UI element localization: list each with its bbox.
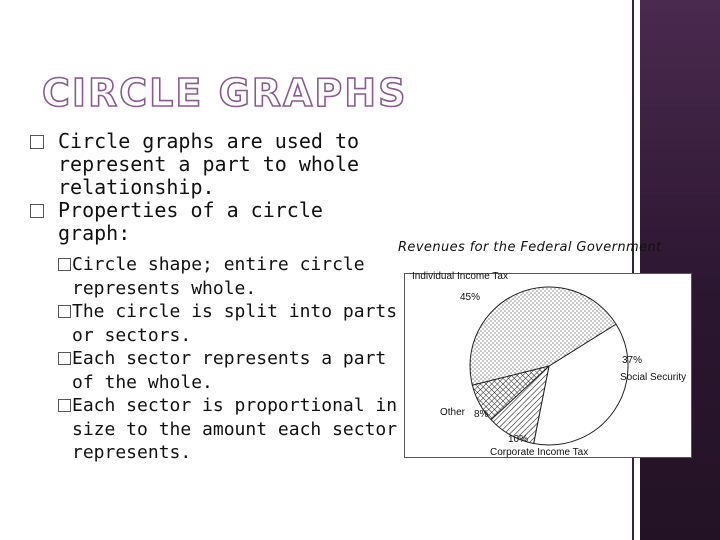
slide-title: CIRCLE GRAPHS — [42, 71, 408, 115]
sub-bullet-item — [30, 394, 400, 465]
slice-name-label: Corporate Income Tax — [490, 447, 589, 458]
sub-bullet-box-icon — [58, 399, 71, 412]
bullet-spacer — [30, 245, 400, 253]
sub-bullet-item — [30, 300, 400, 347]
sub-bullet-box-icon — [58, 305, 71, 318]
bullet-item — [30, 199, 400, 245]
slice-name-label: Individual Income Tax — [412, 271, 508, 282]
sub-bullet-text: Each sector is proportional in size to the amount each sector represents. — [72, 395, 398, 463]
sub-bullet-text: Each sector represents a part of the whole. — [72, 348, 387, 393]
bullet-box-icon — [30, 204, 44, 218]
pie-chart — [404, 262, 696, 472]
sub-bullet-item — [30, 347, 400, 394]
slice-value-label: 8% — [474, 409, 489, 420]
bullet-list — [30, 130, 400, 465]
bullet-item — [30, 130, 400, 199]
chart-title: Revenues for the Federal Government — [398, 240, 662, 255]
sub-bullet-box-icon — [58, 258, 71, 271]
sub-bullet-text: Circle shape; entire circle represents whole. — [72, 254, 365, 299]
slice-value-label: 45% — [460, 292, 481, 303]
slice-value-label: 10% — [508, 434, 529, 445]
slice-name-label: Other — [440, 407, 466, 418]
sub-bullet-box-icon — [58, 352, 71, 365]
sub-bullet-text: The circle is split into parts or sectors. — [72, 301, 398, 346]
bullet-text: Circle graphs are used to represent a part to whole relationship. — [58, 129, 360, 199]
slice-name-label: Social Security — [620, 372, 687, 383]
bullet-box-icon — [30, 135, 44, 149]
sub-bullet-item — [30, 253, 400, 300]
slice-value-label: 37% — [622, 355, 643, 366]
bullet-text: Properties of a circle graph: — [58, 198, 323, 245]
